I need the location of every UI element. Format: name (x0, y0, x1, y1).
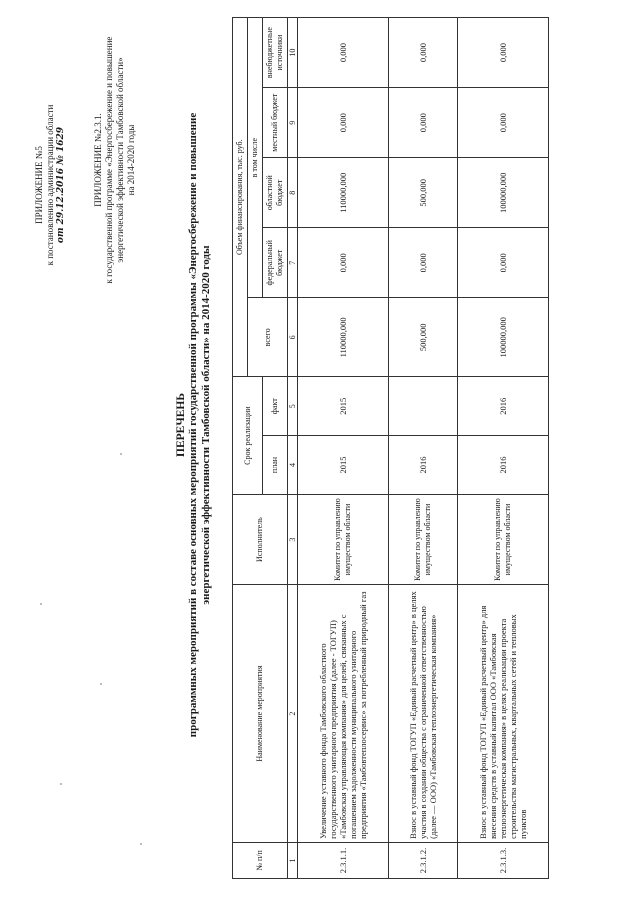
appendix-5-line: к постановлению администрации области (45, 104, 55, 266)
row-plan: 2015 (298, 436, 389, 495)
row-num: 2.3.1.3. (458, 842, 549, 878)
row-offbudget: 0,000 (458, 18, 549, 88)
row-executor: Комитет по управлению имуществом области (458, 494, 549, 584)
row-offbudget: 0,000 (389, 18, 458, 88)
row-executor: Комитет по управлению имуществом области (298, 494, 389, 584)
scan-speck (60, 783, 62, 785)
header-offbudget: внебюджетные источники (263, 18, 288, 88)
row-name: Увеличение уставного фонда Тамбовского областного государственного унитарного предприятия (далее - ТОГУП) «Тамбовская управляющая компания» для целей, связанных с погашением задолженности муниципального унитарного предприятия «Тамбовтеплосервис» за потребленный природный газ (298, 585, 389, 843)
column-number-row (288, 18, 298, 879)
column-number: 10 (288, 18, 298, 88)
scan-speck (140, 843, 142, 845)
header-funding: Объем финансирования, тыс. руб. (233, 18, 248, 377)
row-local: 0,000 (389, 88, 458, 158)
appendix-231-line4: на 2014-2020 годы (126, 124, 136, 196)
scan-speck (120, 453, 122, 455)
row-name: Взнос в уставный фонд ТОГУП «Единый расчетный центр» в целях участия в создании общества с ограниченной ответственностью (далее — ООО) «Тамбовская теплоэнергетическая компания» (389, 585, 458, 843)
handwritten-date-number: от 29.12.2016 № 1629 (56, 126, 66, 244)
header-incl: в том числе (248, 18, 263, 298)
header-fact: факт (263, 377, 288, 436)
row-plan: 2016 (458, 436, 549, 495)
scan-speck (100, 683, 102, 685)
row-regional: 500,000 (389, 158, 458, 228)
row-regional: 100000,000 (458, 158, 549, 228)
header-federal: федеральный бюджет (263, 228, 288, 298)
appendix-5-title: ПРИЛОЖЕНИЕ №5 (34, 146, 44, 224)
column-number: 2 (288, 585, 298, 843)
header-plan: план (263, 436, 288, 495)
header-name: Наименование мероприятия (233, 585, 288, 843)
row-num: 2.3.1.2. (389, 842, 458, 878)
row-local: 0,000 (298, 88, 389, 158)
row-local: 0,000 (458, 88, 549, 158)
header-executor: Исполнитель (233, 494, 288, 584)
row-federal: 0,000 (458, 228, 549, 298)
column-number: 7 (288, 228, 298, 298)
table-row (458, 18, 549, 879)
header-period: Срок реализации (233, 377, 263, 495)
row-total: 500,000 (389, 298, 458, 377)
row-num: 2.3.1.1. (298, 842, 389, 878)
header-regional: областной бюджет (263, 158, 288, 228)
appendix-231-header (93, 15, 137, 305)
row-regional: 110000,000 (298, 158, 389, 228)
document-subtitle-line2: энергетической эффективности Тамбовской области» на 2014-2020 годы (200, 245, 212, 605)
column-number: 9 (288, 88, 298, 158)
column-number: 1 (288, 842, 298, 878)
header-local: местный бюджет (263, 88, 288, 158)
appendix-5-header (34, 55, 67, 315)
row-fact (389, 377, 458, 436)
document-title-block (175, 45, 213, 805)
scan-speck (40, 603, 42, 605)
header-row-1 (233, 18, 248, 879)
row-name: Взнос в уставный фонд ТОГУП «Единый расчетный центр» для внесения средств в уставный капитал ООО «Тамбовская теплоэнергетическая компания» в целях реализации проекта строительства магистральных, квартальных сетей и тепловых пунктов (458, 585, 549, 843)
row-federal: 0,000 (389, 228, 458, 298)
column-number: 6 (288, 298, 298, 377)
column-number: 3 (288, 494, 298, 584)
row-offbudget: 0,000 (298, 18, 389, 88)
row-fact: 2015 (298, 377, 389, 436)
header-total: всего (248, 298, 288, 377)
header-num: № п/п (233, 842, 288, 878)
row-total: 110000,000 (298, 298, 389, 377)
row-executor: Комитет по управлению имуществом области (389, 494, 458, 584)
appendix-231-line3: энергетической эффективности Тамбовской области» (115, 57, 125, 263)
measures-table (232, 17, 549, 879)
column-number: 5 (288, 377, 298, 436)
appendix-231-title: ПРИЛОЖЕНИЕ №2.3.1. (93, 113, 103, 207)
document-subtitle-line1: программных мероприятий в составе основных мероприятий государственной программы «Энергосбережение и повышение (187, 112, 199, 738)
row-federal: 0,000 (298, 228, 389, 298)
appendix-231-line2: к государственной программе «Энергосбережение и повышение (104, 36, 114, 284)
row-plan: 2016 (389, 436, 458, 495)
table-row (298, 18, 389, 879)
column-number: 8 (288, 158, 298, 228)
column-number: 4 (288, 436, 298, 495)
table-row (389, 18, 458, 879)
row-fact: 2016 (458, 377, 549, 436)
row-total: 100000,000 (458, 298, 549, 377)
document-title: ПЕРЕЧЕНЬ (175, 393, 187, 457)
